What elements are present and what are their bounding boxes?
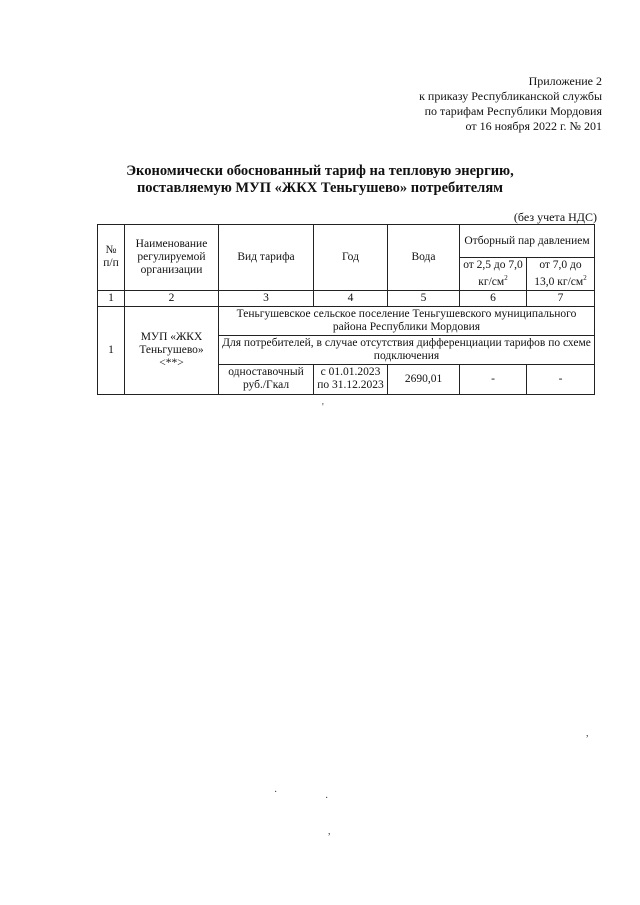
scan-speck: , [586, 728, 589, 739]
scan-speck: , [328, 826, 331, 837]
appendix-date: от 16 ноября 2022 г. № 201 [465, 119, 602, 133]
column-number-row [98, 290, 595, 306]
header-steam-high: от 7,0 до 13,0 $кг/см^2$ [527, 258, 595, 291]
title-line-1: Экономически обоснованный тариф на тепловую энергию, [126, 163, 514, 179]
col-number: 3 [219, 290, 314, 306]
row-num: 1 [98, 306, 125, 394]
col-number: 5 [388, 290, 460, 306]
document-title [0, 163, 640, 197]
col-number: 7 [527, 290, 595, 306]
scan-speck: · [274, 787, 278, 798]
tariff-table [97, 224, 595, 395]
header-steam-low: от 2,5 до 7,0 $кг/см^2$ [460, 258, 527, 291]
vat-note: (без учета НДС) [513, 210, 597, 224]
header-water: Вода [388, 225, 460, 291]
row-steam-low: - [460, 364, 527, 394]
appendix-order-ref: к приказу Республиканской службы [419, 89, 602, 103]
scan-speck: · [325, 793, 329, 804]
col-number: 6 [460, 290, 527, 306]
header-num: № п/п [98, 225, 125, 291]
title-line-2: поставляемую МУП «ЖКХ Теньгушево» потребителям [136, 180, 504, 196]
scan-speck: ' [322, 402, 324, 413]
row-steam-high: - [527, 364, 595, 394]
appendix-authority: по тарифам Республики Мордовия [424, 104, 602, 118]
table-header-row [98, 225, 595, 258]
header-steam: Отборный пар давлением [460, 225, 595, 258]
col-number: 2 [125, 290, 219, 306]
col-number: 4 [314, 290, 388, 306]
header-year: Год [314, 225, 388, 291]
appendix-header [419, 74, 602, 134]
row-consumers: Для потребителей, в случае отсутствия дифференциации тарифов по схеме подключения [219, 335, 595, 364]
row-settlement: Теньгушевское сельское поселение Теньгушевского муниципального района Республики Мордовия [219, 306, 595, 335]
row-tariff-type: одноставочный руб./Гкал [219, 364, 314, 394]
col-number: 1 [98, 290, 125, 306]
table-row [98, 306, 595, 335]
row-water: 2690,01 [388, 364, 460, 394]
header-tariff-type: Вид тарифа [219, 225, 314, 291]
row-org: МУП «ЖКХ Теньгушево» <**> [125, 306, 219, 394]
row-period: с 01.01.2023 по 31.12.2023 [314, 364, 388, 394]
appendix-number: Приложение 2 [528, 74, 602, 88]
header-org: Наименование регулируемой организации [125, 225, 219, 291]
